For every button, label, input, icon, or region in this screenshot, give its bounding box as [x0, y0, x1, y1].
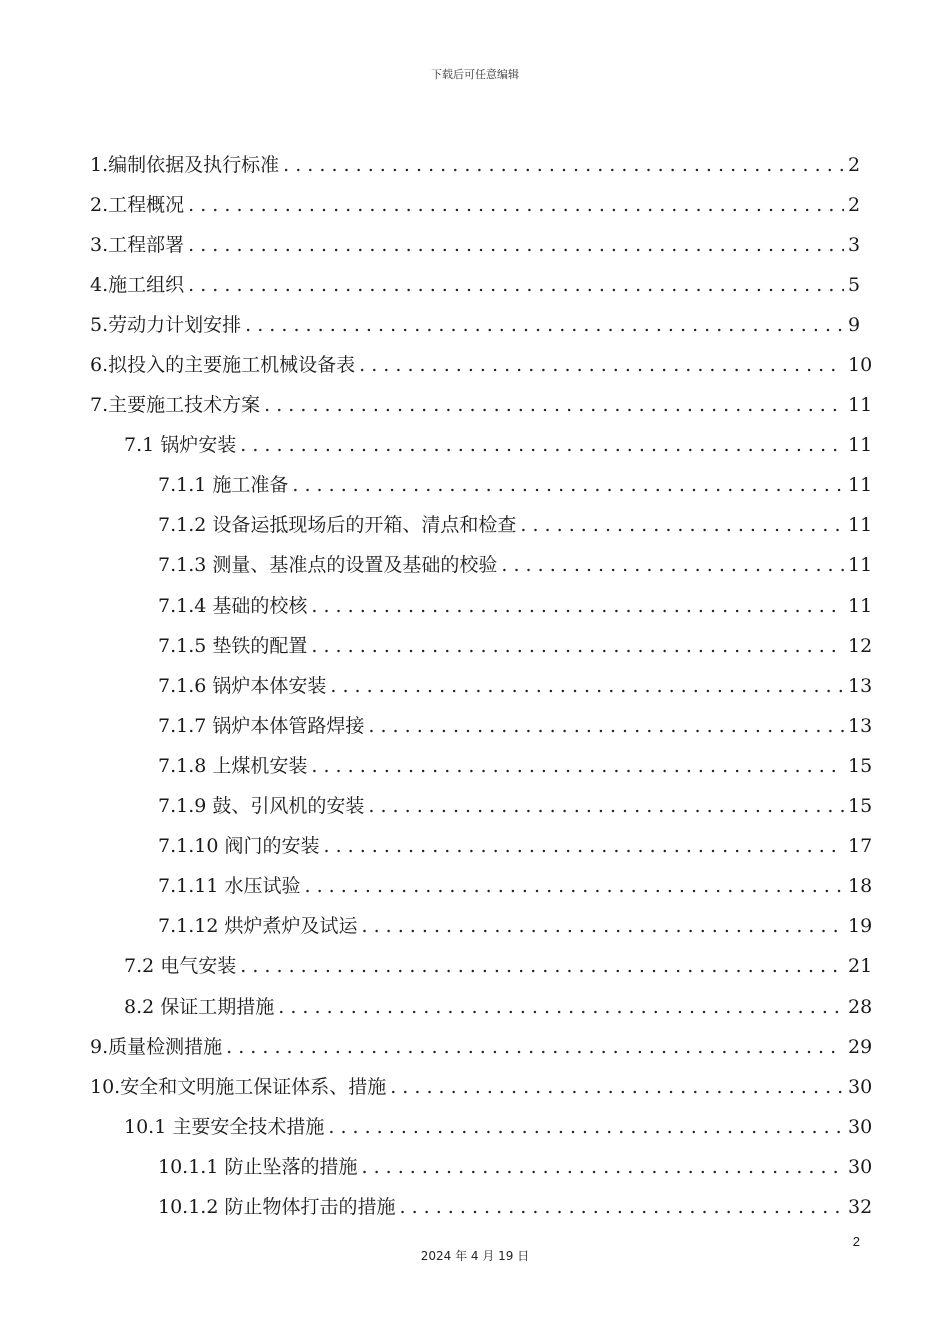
- toc-entry-page: 11: [848, 514, 873, 537]
- toc-dot-leader: [278, 998, 844, 1017]
- toc-dot-leader: [245, 316, 844, 335]
- toc-entry-title: 8.2 保证工期措施: [124, 995, 275, 1018]
- table-of-contents: [90, 145, 873, 1228]
- toc-entry[interactable]: [90, 225, 860, 265]
- toc-entry[interactable]: [90, 626, 873, 666]
- toc-dot-leader: [292, 476, 844, 495]
- toc-entry-page: 15: [848, 795, 873, 818]
- toc-entry[interactable]: [90, 706, 873, 746]
- toc-entry-title: 7.1.4 基础的校核: [158, 594, 308, 617]
- toc-entry-page: 11: [848, 394, 873, 417]
- toc-entry[interactable]: [90, 345, 873, 385]
- toc-entry-title: 10.1 主要安全技术措施: [124, 1115, 325, 1138]
- toc-entry-page: 2: [848, 153, 861, 176]
- toc-entry[interactable]: [90, 947, 873, 987]
- toc-entry-page: 32: [848, 1195, 873, 1218]
- toc-entry-title: 7.1.12 烘炉煮炉及试运: [158, 915, 358, 938]
- toc-entry-page: 11: [848, 474, 873, 497]
- toc-dot-leader: [361, 1158, 844, 1177]
- toc-entry-page: 30: [848, 1075, 873, 1098]
- toc-entry-title: 7.1.1 施工准备: [158, 474, 289, 497]
- toc-entry-title: 10.1.2 防止物体打击的措施: [158, 1195, 396, 1218]
- page-number: 2: [852, 1234, 860, 1249]
- toc-entry-title: 4.施工组织: [90, 273, 185, 296]
- toc-dot-leader: [240, 957, 844, 976]
- toc-entry-title: 7.1.3 测量、基准点的设置及基础的校验: [158, 554, 498, 577]
- toc-entry-title: 7.1.11 水压试验: [158, 875, 301, 898]
- toc-entry-title: 10.安全和文明施工保证体系、措施: [90, 1075, 387, 1098]
- toc-dot-leader: [399, 1198, 844, 1217]
- toc-entry[interactable]: [90, 987, 873, 1027]
- toc-dot-leader: [188, 276, 844, 295]
- toc-entry-page: 30: [848, 1115, 873, 1138]
- toc-dot-leader: [390, 1078, 844, 1097]
- toc-dot-leader: [361, 917, 844, 936]
- toc-entry[interactable]: [90, 907, 873, 947]
- toc-entry[interactable]: [90, 1107, 873, 1147]
- toc-entry-title: 2.工程概况: [90, 193, 185, 216]
- toc-entry[interactable]: [90, 666, 873, 706]
- toc-dot-leader: [264, 396, 844, 415]
- toc-entry-page: 28: [848, 995, 873, 1018]
- toc-entry-page: 17: [848, 835, 873, 858]
- toc-entry-page: 19: [848, 915, 873, 938]
- toc-entry-page: 30: [848, 1155, 873, 1178]
- toc-entry-title: 10.1.1 防止坠落的措施: [158, 1155, 358, 1178]
- toc-entry[interactable]: [90, 305, 860, 345]
- toc-dot-leader: [520, 516, 844, 535]
- toc-entry-title: 7.2 电气安装: [124, 955, 237, 978]
- toc-entry-page: 13: [848, 714, 873, 737]
- toc-entry-page: 11: [848, 554, 873, 577]
- toc-dot-leader: [311, 637, 844, 656]
- toc-dot-leader: [311, 597, 844, 616]
- toc-entry[interactable]: [90, 426, 873, 466]
- toc-dot-leader: [304, 877, 844, 896]
- toc-dot-leader: [368, 797, 844, 816]
- toc-entry-title: 7.1 锅炉安装: [124, 434, 237, 457]
- page-header: 下载后可任意编辑: [431, 68, 519, 81]
- toc-entry-title: 7.1.2 设备运抵现场后的开箱、清点和检查: [158, 514, 517, 537]
- toc-entry-title: 7.1.7 锅炉本体管路焊接: [158, 714, 365, 737]
- toc-entry-title: 7.主要施工技术方案: [90, 394, 261, 417]
- toc-entry-page: 15: [848, 754, 873, 777]
- toc-entry[interactable]: [90, 265, 860, 305]
- toc-entry-title: 7.1.10 阀门的安装: [158, 835, 320, 858]
- footer-date: 2024 年 4 月 19 日: [420, 1249, 530, 1263]
- toc-dot-leader: [368, 717, 844, 736]
- toc-entry[interactable]: [90, 1147, 873, 1187]
- toc-entry-title: 7.1.8 上煤机安装: [158, 754, 308, 777]
- toc-dot-leader: [188, 196, 844, 215]
- toc-entry-page: 11: [848, 594, 873, 617]
- toc-dot-leader: [226, 1038, 844, 1057]
- toc-entry-title: 7.1.9 鼓、引风机的安装: [158, 795, 365, 818]
- toc-entry[interactable]: [90, 586, 873, 626]
- toc-dot-leader: [328, 1118, 844, 1137]
- toc-entry-title: 3.工程部署: [90, 233, 185, 256]
- toc-entry-title: 7.1.5 垫铁的配置: [158, 634, 308, 657]
- toc-entry-title: 7.1.6 锅炉本体安装: [158, 674, 327, 697]
- toc-dot-leader: [359, 356, 844, 375]
- toc-entry[interactable]: [90, 466, 873, 506]
- toc-entry-title: 1.编制依据及执行标准: [90, 153, 280, 176]
- toc-entry[interactable]: [90, 1067, 873, 1107]
- toc-entry-page: 21: [848, 955, 873, 978]
- toc-entry[interactable]: [90, 185, 860, 225]
- toc-entry-title: 6.拟投入的主要施工机械设备表: [90, 354, 356, 377]
- toc-dot-leader: [283, 156, 844, 175]
- toc-entry[interactable]: [90, 1027, 873, 1067]
- toc-dot-leader: [188, 236, 844, 255]
- toc-entry-title: 5.劳动力计划安排: [90, 313, 242, 336]
- toc-entry[interactable]: [90, 746, 873, 786]
- toc-entry-page: 29: [848, 1035, 873, 1058]
- toc-entry[interactable]: [90, 145, 860, 185]
- toc-entry[interactable]: [90, 1187, 873, 1227]
- toc-entry[interactable]: [90, 546, 873, 586]
- toc-dot-leader: [323, 837, 844, 856]
- toc-entry-page: 13: [848, 674, 873, 697]
- toc-entry[interactable]: [90, 867, 873, 907]
- toc-entry-page: 5: [848, 273, 861, 296]
- toc-entry-page: 10: [848, 354, 873, 377]
- toc-entry-title: 9.质量检测措施: [90, 1035, 223, 1058]
- toc-dot-leader: [330, 677, 844, 696]
- toc-entry-page: 18: [848, 875, 873, 898]
- toc-entry[interactable]: [90, 506, 873, 546]
- toc-entry-page: 12: [848, 634, 873, 657]
- toc-entry-page: 9: [848, 313, 861, 336]
- toc-entry-page: 11: [848, 434, 873, 457]
- toc-entry-page: 3: [848, 233, 861, 256]
- toc-entry[interactable]: [90, 827, 873, 867]
- toc-dot-leader: [240, 436, 844, 455]
- toc-entry[interactable]: [90, 787, 873, 827]
- toc-entry-page: 2: [848, 193, 861, 216]
- toc-entry[interactable]: [90, 386, 873, 426]
- toc-dot-leader: [311, 757, 844, 776]
- toc-dot-leader: [501, 556, 844, 575]
